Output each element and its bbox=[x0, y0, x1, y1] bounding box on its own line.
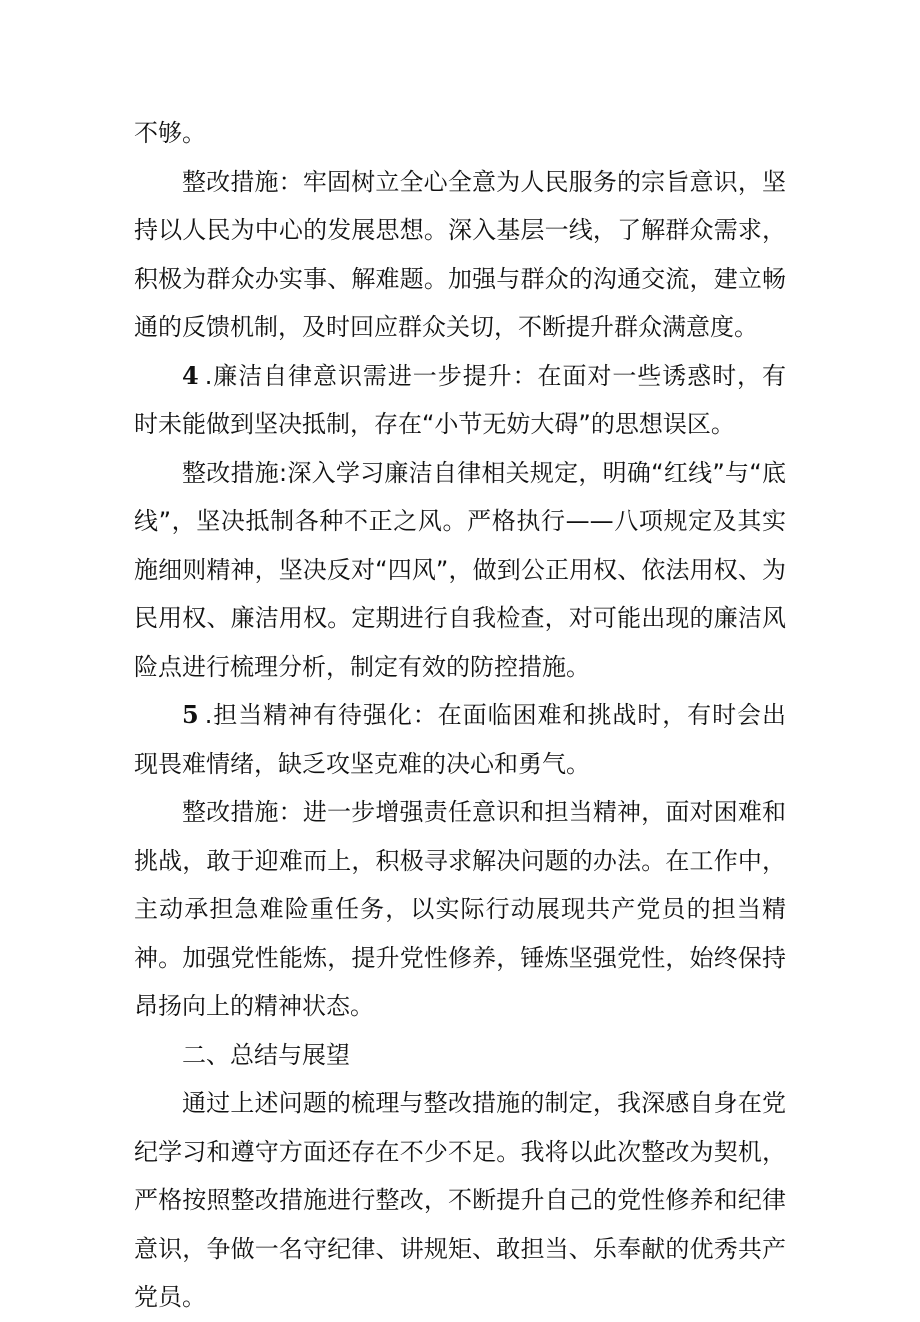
paragraph-issue-5 bbox=[134, 691, 786, 788]
issue-number: 5 bbox=[182, 700, 199, 729]
paragraph-issue-4 bbox=[134, 352, 786, 449]
issue-text: .担当精神有待强化：在面临困难和挑战时，有时会出现畏难情绪，缺乏攻坚克难的决心和勇气。 bbox=[134, 701, 786, 778]
document-body bbox=[134, 109, 786, 1322]
paragraph-summary: 通过上述问题的梳理与整改措施的制定，我深感自身在党纪学习和遵守方面还存在不少不足。我将以此次整改为契机，严格按照整改措施进行整改，不断提升自己的党性修养和纪律意识，争做一名守纪律、讲规矩、敢担当、乐奉献的优秀共产党员。 bbox=[134, 1089, 786, 1311]
paragraph-rectification-3: 整改措施：牢固树立全心全意为人民服务的宗旨意识，坚持以人民为中心的发展思想。深入基层一线，了解群众需求，积极为群众办实事、解难题。加强与群众的沟通交流，建立畅通的反馈机制，及时回应群众关切，不断提升群众满意度。 bbox=[134, 167, 786, 341]
issue-number: 4 bbox=[182, 360, 199, 390]
issue-text: .廉洁自律意识需进一步提升：在面对一些诱惑时，有时未能做到坚决抵制，存在“小节无妨大碍”的思想误区。 bbox=[134, 361, 786, 438]
paragraph-rectification-5: 整改措施：进一步增强责任意识和担当精神，面对困难和挑战，敢于迎难而上，积极寻求解决问题的办法。在工作中，主动承担急难险重任务，以实际行动展现共产党员的担当精神。加强党性能炼，提升党性修养，锤炼坚强党性，始终保持昂扬向上的精神状态。 bbox=[134, 798, 786, 1020]
section-heading: 二、总结与展望 bbox=[182, 1040, 350, 1069]
paragraph-rectification-4: 整改措施:深入学习廉洁自律相关规定，明确“红线”与“底线”，坚决抵制各种不正之风。严格执行——八项规定及其实施细则精神，坚决反对“四风”，做到公正用权、依法用权、为民用权、廉洁用权。定期进行自我检查，对可能出现的廉洁风险点进行梳理分析，制定有效的防控措施。 bbox=[134, 458, 786, 681]
paragraph-continuation: 不够。 bbox=[134, 119, 206, 147]
